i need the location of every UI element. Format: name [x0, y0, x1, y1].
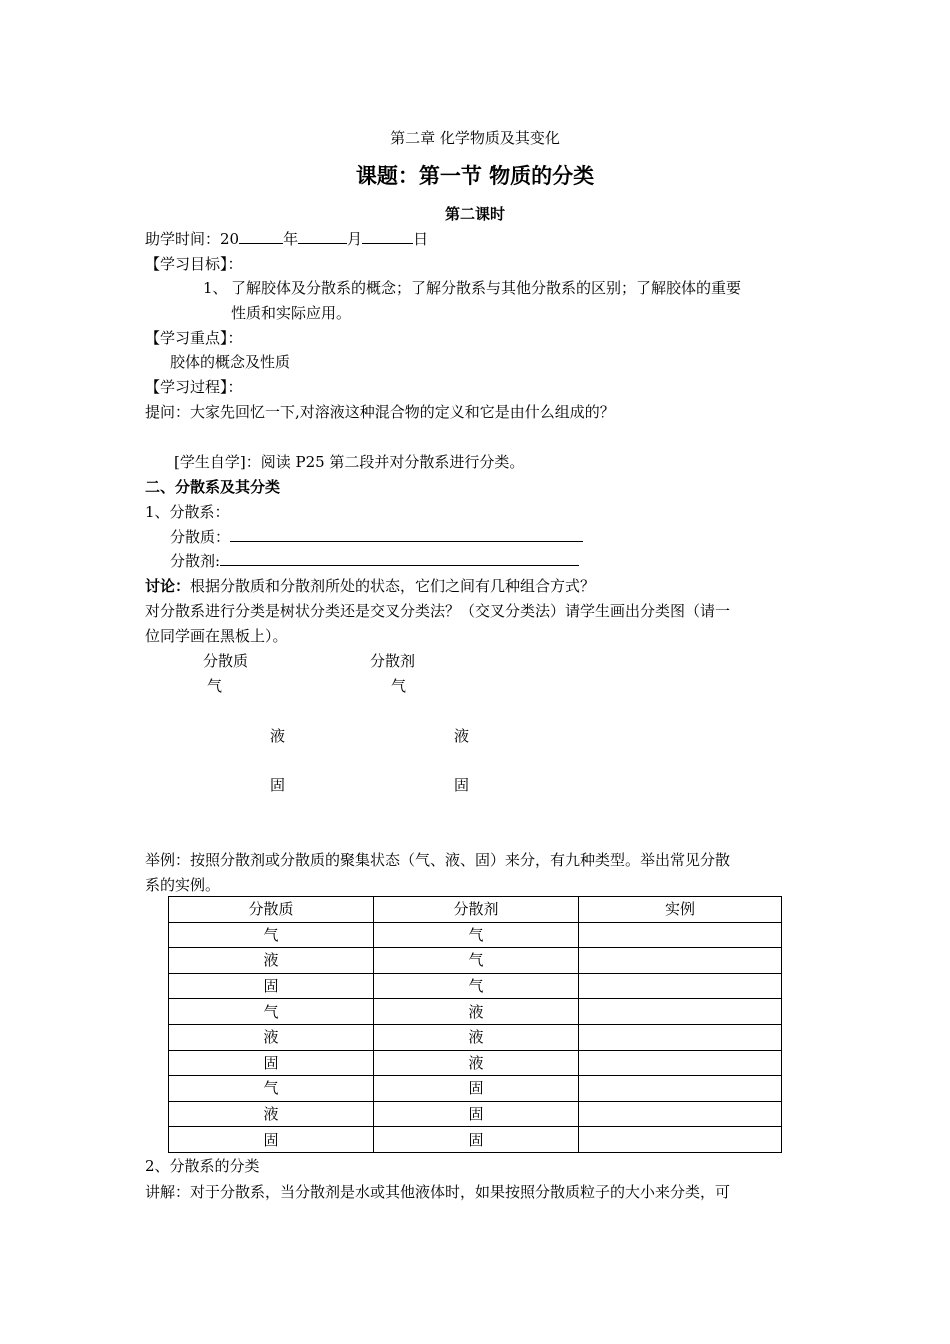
section2-heading: 二、分散系及其分类 [145, 478, 281, 496]
dispersoid-cell: 液 [169, 1101, 374, 1127]
dispersant-cell: 气 [374, 922, 579, 948]
dispersant-label: 分散剂: [170, 552, 221, 570]
key-points-heading: 【学习重点】： [145, 329, 243, 347]
diagram-dispersoid-state: 气 [207, 677, 223, 695]
column-header-dispersoid: 分散质 [169, 897, 374, 923]
dispersion-system-label: 1、分散系： [145, 503, 230, 521]
table-row [169, 922, 782, 948]
study-time-line [145, 229, 428, 249]
example-cell[interactable] [579, 1127, 782, 1153]
discussion-line [145, 576, 595, 596]
example-text-line2: 系的实例。 [145, 876, 221, 894]
dispersoid-cell: 液 [169, 948, 374, 974]
diagram-dispersoid-header: 分散质 [203, 652, 249, 670]
month-blank[interactable] [298, 229, 347, 244]
table-row [169, 999, 782, 1025]
example-cell[interactable] [579, 1101, 782, 1127]
year-label: 年 [283, 230, 299, 248]
table-row [169, 973, 782, 999]
dispersoid-cell: 气 [169, 999, 374, 1025]
table-header-row [169, 897, 782, 923]
discussion-label: 讨论： [145, 577, 191, 595]
dispersoid-line [170, 527, 583, 547]
example-cell[interactable] [579, 973, 782, 999]
dispersant-cell: 固 [374, 1127, 579, 1153]
dispersant-line [170, 551, 579, 571]
column-header-example: 实例 [579, 897, 782, 923]
objective-number: 1、 [203, 279, 228, 297]
diagram-dispersoid-state: 固 [270, 776, 286, 794]
dispersoid-label: 分散质： [170, 528, 231, 546]
dispersoid-cell: 固 [169, 973, 374, 999]
table-row [169, 1024, 782, 1050]
classify-text-line1: 对分散系进行分类是树状分类还是交叉分类法？（交叉分类法）请学生画出分类图（请一 [145, 602, 731, 620]
table-row [169, 1101, 782, 1127]
example-cell[interactable] [579, 948, 782, 974]
diagram-dispersant-state: 固 [454, 776, 470, 794]
diagram-dispersant-header: 分散剂 [370, 652, 416, 670]
dispersoid-cell: 气 [169, 922, 374, 948]
month-label: 月 [347, 230, 363, 248]
objectives-heading: 【学习目标】： [145, 255, 243, 273]
dispersant-cell: 液 [374, 1050, 579, 1076]
dispersoid-cell: 固 [169, 1127, 374, 1153]
dispersoid-blank[interactable] [230, 527, 583, 542]
dispersant-blank[interactable] [220, 551, 579, 566]
column-header-dispersant: 分散剂 [374, 897, 579, 923]
dispersoid-cell: 气 [169, 1076, 374, 1102]
lesson-title: 课题：第一节 物质的分类 [355, 163, 595, 188]
dispersoid-cell: 固 [169, 1050, 374, 1076]
example-cell[interactable] [579, 1050, 782, 1076]
diagram-dispersant-state: 液 [454, 727, 470, 745]
dispersant-cell: 气 [374, 948, 579, 974]
example-cell[interactable] [579, 999, 782, 1025]
dispersant-cell: 气 [374, 973, 579, 999]
dispersant-cell: 固 [374, 1076, 579, 1102]
key-points-content: 胶体的概念及性质 [170, 353, 291, 371]
study-time-label: 助学时间：20 [145, 230, 240, 248]
objective-text-line1: 了解胶体及分散系的概念；了解分散系与其他分散系的区别；了解胶体的重要 [231, 279, 742, 297]
chapter-heading: 第二章 化学物质及其变化 [390, 129, 560, 147]
example-cell[interactable] [579, 1024, 782, 1050]
dispersion-types-table [168, 896, 782, 1153]
section2-2-heading: 2、分散系的分类 [145, 1157, 260, 1175]
discussion-text: 根据分散质和分散剂所处的状态，它们之间有几种组合方式？ [190, 577, 596, 595]
self-study-text: [学生自学]：阅读 P25 第二段并对分散系进行分类。 [174, 453, 525, 471]
objective-text-line2: 性质和实际应用。 [231, 304, 352, 322]
diagram-dispersant-state: 气 [391, 677, 407, 695]
example-cell[interactable] [579, 1076, 782, 1102]
day-label: 日 [413, 230, 429, 248]
table-row [169, 1127, 782, 1153]
example-text-line1: 举例：按照分散剂或分散质的聚集状态（气、液、固）来分，有九种类型。举出常见分散 [145, 851, 731, 869]
process-heading: 【学习过程】： [145, 378, 243, 396]
dispersoid-cell: 液 [169, 1024, 374, 1050]
day-blank[interactable] [362, 229, 413, 244]
table-row [169, 1076, 782, 1102]
session-label: 第二课时 [444, 205, 505, 223]
explain-text: 讲解：对于分散系，当分散剂是水或其他液体时，如果按照分散质粒子的大小来分类，可 [145, 1183, 731, 1201]
dispersant-cell: 液 [374, 1024, 579, 1050]
table-row [169, 948, 782, 974]
table-row [169, 1050, 782, 1076]
example-cell[interactable] [579, 922, 782, 948]
classify-text-line2: 位同学画在黑板上）。 [145, 627, 288, 645]
dispersant-cell: 液 [374, 999, 579, 1025]
dispersant-cell: 固 [374, 1101, 579, 1127]
diagram-dispersoid-state: 液 [270, 727, 286, 745]
question-text: 提问：大家先回忆一下,对溶液这种混合物的定义和它是由什么组成的？ [145, 403, 615, 421]
year-blank[interactable] [239, 229, 283, 244]
